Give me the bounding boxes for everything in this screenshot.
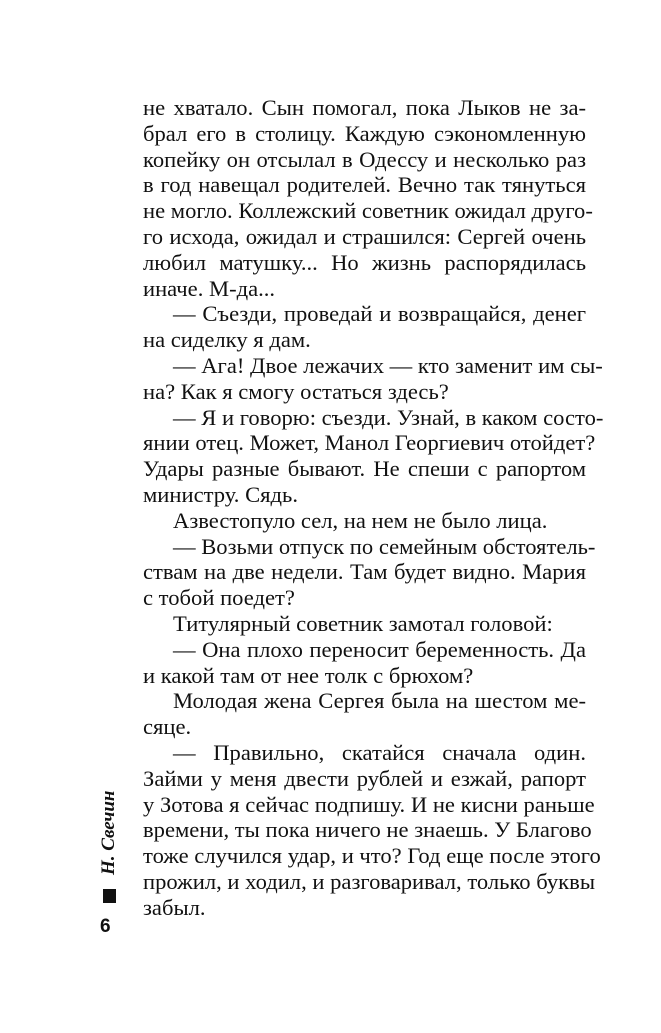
text-line: ствам на две недели. Там будет видно. Мария (143, 559, 586, 585)
text-line: — Возьми отпуск по семейным обстоятель- (173, 533, 596, 559)
text-line: с тобой поедет? (143, 585, 295, 611)
text-line: го исхода, ожидал и страшился: Сергей очень (143, 223, 586, 249)
text-line: Титулярный советник замотал головой: (173, 610, 553, 636)
text-line: сяце. (143, 714, 192, 740)
text-line: Молодая жена Сергея была на шестом ме- (173, 688, 586, 714)
text-line: — Правильно, скатайся сначала один. (173, 739, 586, 765)
text-line: забыл. (143, 894, 206, 920)
body-text (143, 95, 604, 921)
page-number: 6 (100, 916, 111, 937)
text-line: любил матушку... Но жизнь распорядилась (143, 249, 586, 275)
text-line: Азвестопуло сел, на нем не было лица. (173, 507, 548, 533)
text-line: Займи у меня двести рублей и езжай, рапорт (143, 765, 586, 791)
text-line: — Ага! Двое лежачих — кто заменит им сы- (173, 352, 603, 378)
text-line: министру. Сядь. (143, 481, 298, 507)
text-line: не могло. Коллежский советник ожидал друго- (143, 198, 593, 224)
text-line: иначе. М-да... (143, 275, 276, 301)
running-head-square-icon (103, 889, 116, 903)
text-line: времени, ты пока ничего не знаешь. У Благово (143, 817, 592, 843)
text-line: прожил, и ходил, и разговаривал, только буквы (143, 868, 596, 894)
running-head-author: Н. Свечин (98, 790, 119, 875)
text-line: в год навещал родителей. Вечно так тянуться (143, 172, 586, 198)
text-line: — Я и говорю: съезди. Узнай, в каком состо- (173, 404, 604, 430)
text-line: на? Как я смогу остаться здесь? (143, 378, 449, 404)
text-line: на сиделку я дам. (143, 327, 311, 353)
text-line: у Зотова я сейчас подпишу. И не кисни раньше (143, 791, 595, 817)
text-line: копейку он отсылал в Одессу и несколько раз (143, 146, 586, 172)
text-line: и какой там от нее толк с брюхом? (143, 662, 474, 688)
text-line: брал его в столицу. Каждую сэкономленную (143, 120, 586, 146)
text-line: не хватало. Сын помогал, пока Лыков не за- (143, 95, 586, 120)
text-line: янии отец. Может, Манол Георгиевич отойдет? (143, 430, 596, 456)
text-line: Удары разные бывают. Не спеши с рапортом (143, 456, 586, 482)
text-line: — Она плохо переносит беременность. Да (173, 636, 586, 662)
text-line: — Съезди, проведай и возвращайся, денег (173, 301, 586, 327)
text-line: тоже случился удар, и что? Год еще после этого (143, 843, 601, 869)
